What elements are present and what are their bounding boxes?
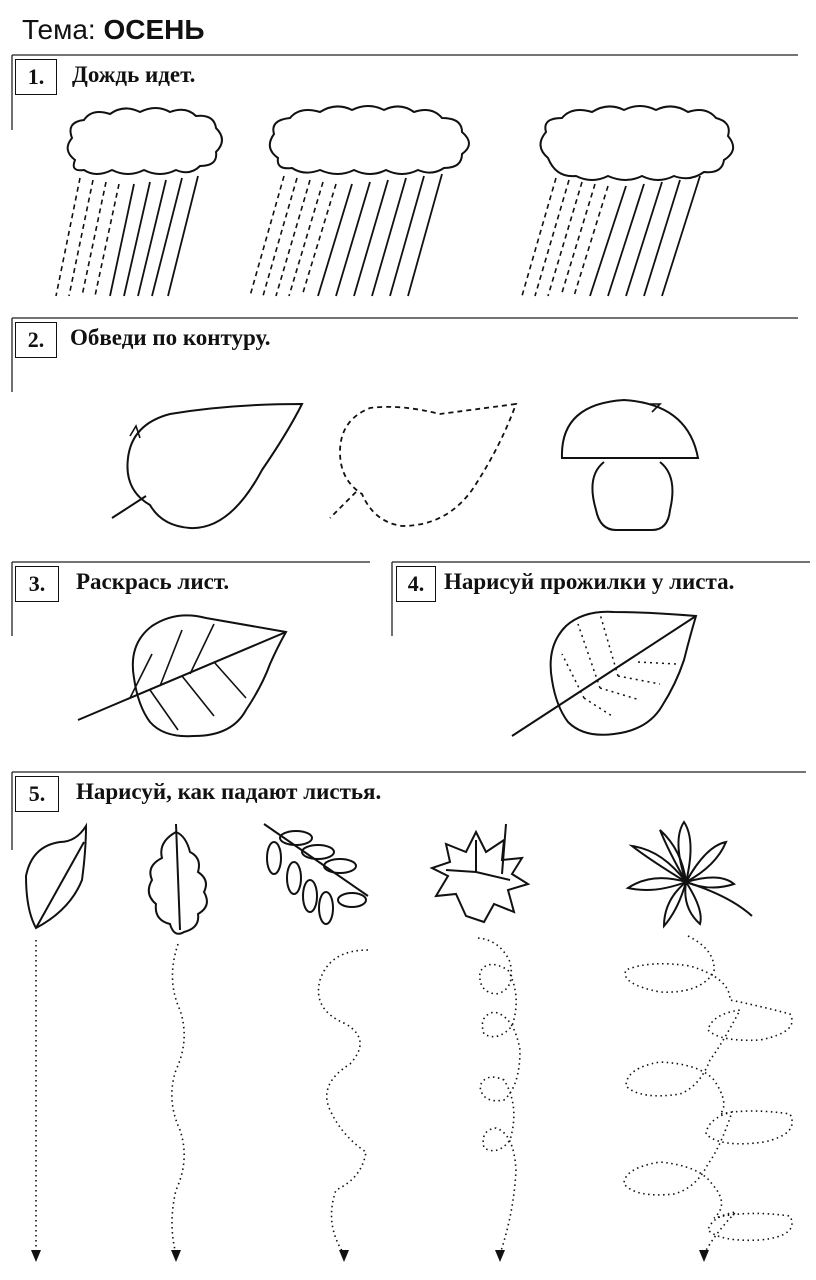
task-3-text: Раскрась лист. bbox=[76, 569, 230, 594]
chestnut-leaf bbox=[628, 822, 752, 926]
path-wave bbox=[318, 950, 368, 1262]
leaf-veins bbox=[130, 624, 246, 730]
path-spirals bbox=[624, 936, 792, 1262]
leaf-outline-solid bbox=[112, 404, 302, 528]
task-3-number: 3. bbox=[15, 566, 59, 602]
path-loops bbox=[478, 938, 520, 1262]
oak-leaf bbox=[149, 824, 207, 934]
maple-leaf bbox=[432, 824, 528, 922]
title-label: Тема: bbox=[22, 14, 96, 45]
cloud-shape bbox=[270, 106, 469, 174]
title-topic: ОСЕНЬ bbox=[103, 14, 205, 45]
rain-solid bbox=[590, 176, 700, 296]
leaf-to-colour bbox=[78, 615, 286, 736]
rain-cloud-3 bbox=[522, 106, 733, 296]
birch-leaf bbox=[26, 826, 86, 928]
task-1-text: Дождь идет. bbox=[72, 62, 196, 87]
task-4-text: Нарисуй прожилки у листа. bbox=[444, 569, 735, 594]
path-straight bbox=[31, 940, 41, 1262]
task-5-text: Нарисуй, как падают листья. bbox=[76, 779, 382, 804]
task-4-number: 4. bbox=[396, 566, 436, 602]
task-2-text: Обведи по контуру. bbox=[70, 325, 271, 350]
rowan-leaf bbox=[264, 824, 368, 924]
leaf-to-draw-veins bbox=[512, 612, 696, 736]
rain-dashed bbox=[56, 178, 119, 296]
mushroom-outline bbox=[562, 400, 698, 530]
task-2-number: 2. bbox=[15, 322, 57, 358]
leaf-outline-dashed bbox=[330, 404, 516, 526]
dotted-veins bbox=[562, 614, 676, 716]
task-5-number: 5. bbox=[15, 776, 59, 812]
rain-cloud-1 bbox=[56, 108, 222, 296]
path-gentle-wave bbox=[171, 944, 184, 1262]
task-1-number: 1. bbox=[15, 59, 57, 95]
rain-cloud-2 bbox=[250, 106, 469, 296]
rain-solid bbox=[110, 176, 198, 296]
cloud-shape bbox=[68, 108, 222, 174]
cloud-shape bbox=[540, 106, 733, 180]
rain-solid bbox=[318, 174, 442, 296]
falling-paths bbox=[31, 936, 792, 1262]
